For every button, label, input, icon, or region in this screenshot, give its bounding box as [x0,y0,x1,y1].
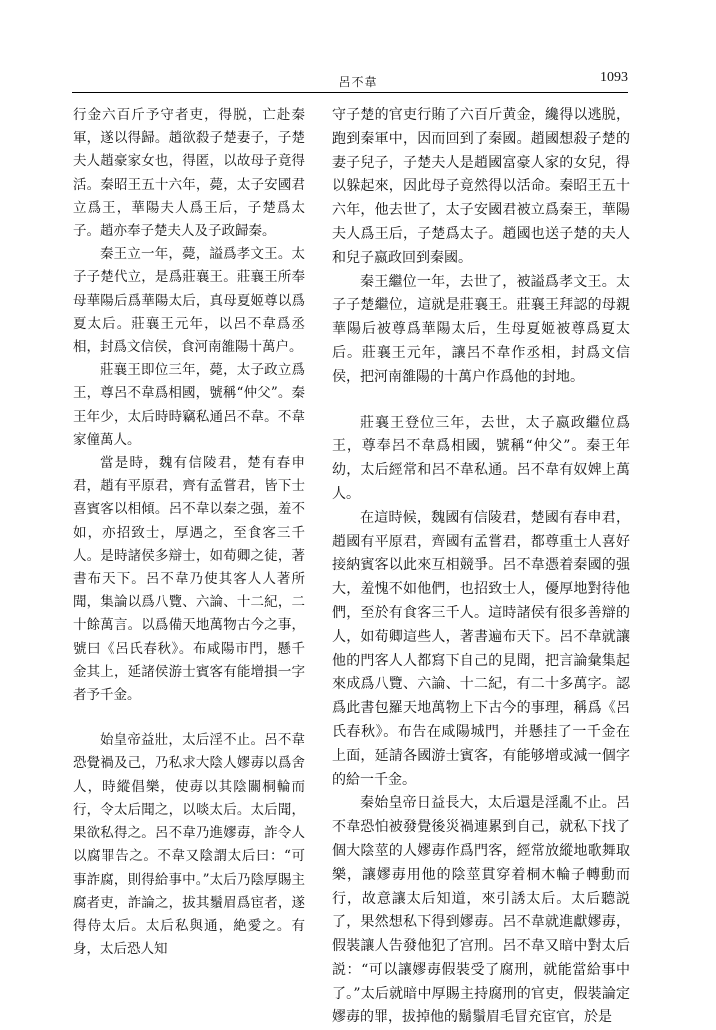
right-paragraph: 守子楚的官吏行賄了六百斤黄金，纔得以逃脱，跑到秦軍中，因而回到了秦國。趙國想殺子楚的妻子兒子，子楚夫人是趙國富豪人家的女兒，得以躲起來，因此母子竟然得以活命。秦昭王五十六年，他去世了，太子安國君被立爲秦王，華陽夫人爲王后，子楚爲太子。趙國也送子楚的夫人和兒子嬴政回到秦國。 [332,107,630,266]
right-paragraph: 秦始皇帝日益長大，太后還是淫亂不止。呂不韋恐怕被發覺後災禍連累到自己，就私下找了個大陰莖的人嫪毐作爲門客，經常放縱地歌舞取樂，讓嫪毐用他的陰莖貫穿着桐木輪子轉動而行，故意讓太后知道，來引誘太后。太后聽説了，果然想私下得到嫪毐。呂不韋就進獻嫪毐，假裝讓人告發他犯了宫刑。呂不韋又暗中對太后説：“可以讓嫪毐假裝受了腐刑，就能當給事中了。”太后就暗中厚賜主持腐刑的官吏，假裝論定嫪毐的罪，拔掉他的鬍鬚眉毛冒充宦官，於是 [332,795,630,1026]
left-paragraph: 秦王立一年，薨，謚爲孝文王。太子子楚代立，是爲莊襄王。莊襄王所奉母華陽后爲華陽太后，真母夏姬尊以爲夏太后。莊襄王元年，以呂不韋爲丞相，封爲文信侯，食河南雒陽十萬户。 [73,246,305,356]
paragraph-gap [73,707,305,729]
left-paragraph: 當是時，魏有信陵君，楚有春申君，趙有平原君，齊有孟嘗君，皆下士喜賓客以相傾。呂不韋以秦之强，羞不如，亦招致士，厚遇之，至食客三千人。是時諸侯多辯士，如荀卿之徒，著書布天下。呂不韋乃使其客人人著所聞，集論以爲八覽、六論、十二紀，二十餘萬言。以爲備天地萬物古今之事，號曰《呂氏春秋》。布咸陽市門，懸千金其上，延諸侯游士賓客有能增損一字者予千金。 [73,455,305,704]
left-paragraph: 始皇帝益壯，太后淫不止。呂不韋恐覺禍及己，乃私求大陰人嫪毐以爲舍人，時縱倡樂，使毐以其陰關桐輪而行，令太后聞之，以啖太后。太后聞，果欲私得之。呂不韋乃進嫪毐，詐令人以腐罪告之。不韋又陰謂太后曰：“可事詐腐，則得給事中。”太后乃陰厚賜主腐者吏，詐論之，拔其鬚眉爲宦者，遂得侍太后。太后私與通，絶愛之。有身，太后恐人知 [73,732,305,958]
right-paragraph: 秦王繼位一年，去世了，被謚爲孝文王。太子子楚繼位，這就是莊襄王。莊襄王拜認的母親華陽后被尊爲華陽太后，生母夏姬被尊爲夏太后。莊襄王元年，讓呂不韋作丞相，封爲文信侯，把河南雒陽的十萬户作爲他的封地。 [332,273,630,385]
left-paragraph: 行金六百斤予守者吏，得脱，亡赴秦軍，遂以得歸。趙欲殺子楚妻子，子楚夫人趙豪家女也，得匿，以故母子竟得活。秦昭王五十六年，薨，太子安國君立爲王，華陽夫人爲王后，子楚爲太子。趙亦奉子楚夫人及子政歸秦。 [73,107,305,240]
left-paragraph: 莊襄王即位三年，薨，太子政立爲王，尊呂不韋爲相國，號稱“仲父”。秦王年少，太后時時竊私通呂不韋。不韋家僮萬人。 [73,362,305,448]
page-number: 1093 [600,70,628,85]
right-paragraph: 在這時候，魏國有信陵君，楚國有春申君，趙國有平原君，齊國有孟嘗君，都尊重士人喜好接納賓客以此來互相競爭。呂不韋憑着秦國的强大，羞愧不如他們，也招致士人，優厚地對待他們，至於有食客三千人。這時諸侯有很多善辯的人，如荀卿這些人，著書遍布天下。呂不韋就讓他的門客人人都寫下自己的見聞，把言論彙集起來成爲八覽、六論、十二紀，有二十多萬字。認爲此書包羅天地萬物上下古今的事理，稱爲《呂氏春秋》。布告在咸陽城門，并懸挂了一千金在上面，延請各國游士賓客，有能够增或減一個字的給一千金。 [332,509,630,788]
right-paragraph: 莊襄王登位三年，去世，太子嬴政繼位爲王，尊奉呂不韋爲相國，號稱“仲父”。秦王年幼，太后經常和呂不韋私通。呂不韋有奴婢上萬人。 [332,414,630,502]
paragraph-gap [332,390,630,412]
left-column-classical-text [73,104,305,994]
right-column-translation-text [332,104,630,1026]
header-rule [72,92,628,93]
page-title: 呂不韋 [338,75,378,89]
